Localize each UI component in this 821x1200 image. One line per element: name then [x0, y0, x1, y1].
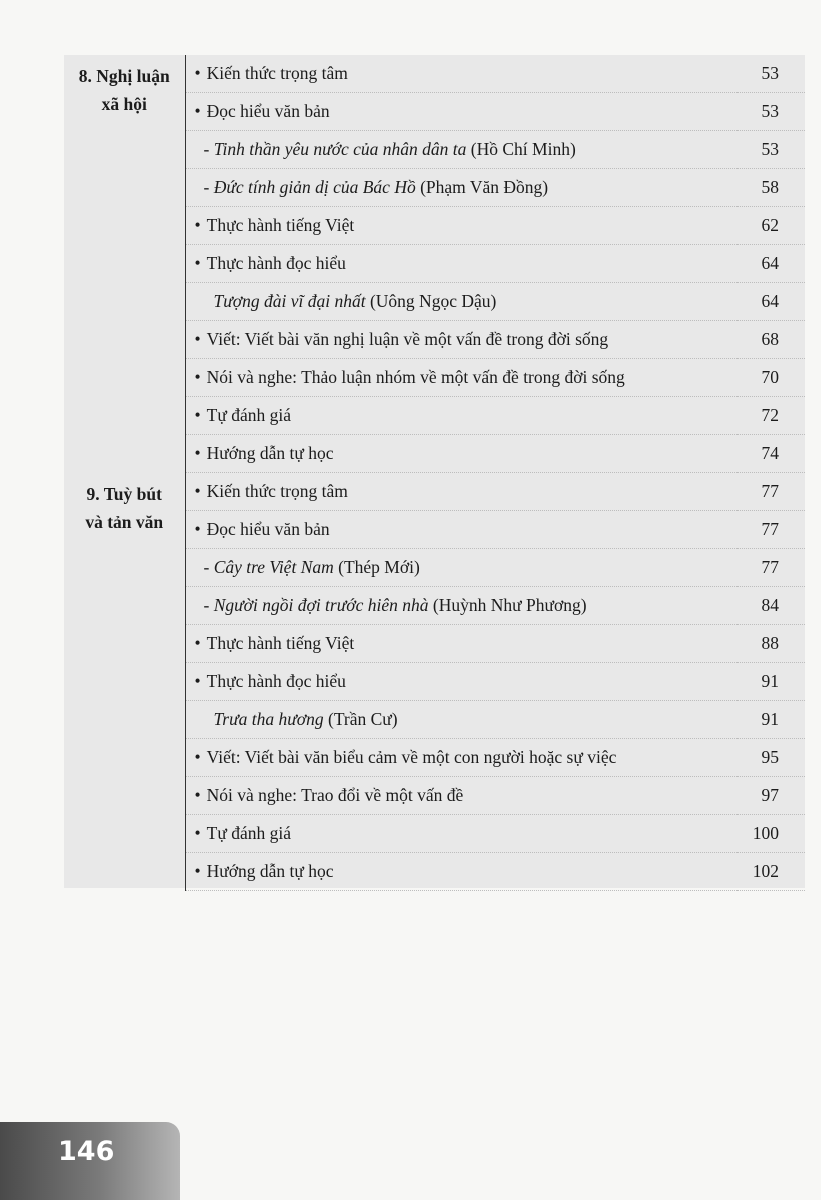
toc-entry-text: Hướng dẫn tự học — [206, 443, 334, 463]
toc-page-number: 64 — [737, 245, 805, 283]
toc-entry — [185, 511, 737, 549]
work-author: (Trần Cư) — [328, 709, 398, 729]
toc-entry-text: Tự đánh giá — [206, 823, 291, 843]
toc-entry — [185, 663, 737, 701]
unit-title-line2: và tản văn — [85, 511, 164, 532]
toc-entry — [185, 245, 737, 283]
toc-page-number: 58 — [737, 169, 805, 207]
toc-entry — [185, 625, 737, 663]
toc-entry-text: Nói và nghe: Trao đổi về một vấn đề — [206, 785, 464, 805]
toc-entry-text: Viết: Viết bài văn biểu cảm về một con người hoặc sự việc — [206, 747, 617, 767]
toc-entry — [185, 435, 737, 473]
toc-entry — [185, 701, 737, 739]
toc-table — [64, 55, 805, 891]
toc-entry — [185, 131, 737, 169]
toc-page-number: 97 — [737, 777, 805, 815]
toc-entry-text: Viết: Viết bài văn nghị luận về một vấn đề trong đời sống — [206, 329, 609, 349]
work-author: (Huỳnh Như Phương) — [432, 595, 587, 615]
toc-entry-text: Thực hành đọc hiểu — [206, 253, 346, 273]
work-title: Cây tre Việt Nam — [213, 557, 334, 577]
toc-entry — [185, 473, 737, 511]
toc-entry — [185, 853, 737, 891]
dash-glyph: - — [203, 139, 210, 159]
bullet-glyph: • — [194, 747, 201, 767]
bullet-glyph: • — [194, 405, 201, 425]
unit-title — [64, 473, 185, 891]
work-title: Tinh thần yêu nước của nhân dân ta — [213, 139, 467, 159]
toc-page-number: 53 — [737, 55, 805, 93]
toc-entry — [185, 815, 737, 853]
bullet-glyph: • — [194, 367, 201, 387]
bullet-glyph: • — [194, 823, 201, 843]
unit-title-line1: 8. Nghị luận — [78, 66, 170, 86]
bullet-glyph: • — [194, 215, 201, 235]
dash-glyph: - — [203, 595, 210, 615]
toc-entry-text: Nói và nghe: Thảo luận nhóm về một vấn đề trong đời sống — [206, 367, 625, 387]
toc-page-number: 53 — [737, 131, 805, 169]
toc-entry-text: Thực hành đọc hiểu — [206, 671, 346, 691]
toc-entry-text: Kiến thức trọng tâm — [206, 63, 348, 83]
toc-entry — [185, 359, 737, 397]
work-author: (Hồ Chí Minh) — [470, 139, 576, 159]
bullet-glyph: • — [194, 519, 201, 539]
toc-page-number: 64 — [737, 283, 805, 321]
toc-entry — [185, 549, 737, 587]
toc-page-number: 95 — [737, 739, 805, 777]
bullet-glyph: • — [194, 101, 201, 121]
toc-entry-text: Kiến thức trọng tâm — [206, 481, 348, 501]
dash-glyph: - — [203, 557, 210, 577]
unit-title-line2: xã hội — [101, 94, 147, 114]
toc-entry-text: Thực hành tiếng Việt — [206, 633, 355, 653]
toc-entry — [185, 739, 737, 777]
toc-entry — [185, 169, 737, 207]
toc-entry-text: Đọc hiểu văn bản — [206, 101, 330, 121]
bullet-glyph: • — [194, 481, 201, 501]
bullet-glyph: • — [194, 633, 201, 653]
toc-entry-text: Tự đánh giá — [206, 405, 291, 425]
bullet-glyph: • — [194, 861, 201, 881]
bullet-glyph: • — [194, 253, 201, 273]
toc-entry — [185, 777, 737, 815]
bullet-glyph: • — [194, 443, 201, 463]
toc-entry — [185, 321, 737, 359]
work-author: (Thép Mới) — [338, 557, 420, 577]
toc-page-number: 88 — [737, 625, 805, 663]
work-title: Trưa tha hương — [213, 709, 324, 729]
work-author: (Uông Ngọc Dậu) — [369, 291, 497, 311]
unit-title-line1: 9. Tuỳ bút — [86, 483, 162, 504]
toc-page-number: 74 — [737, 435, 805, 473]
toc-row — [64, 55, 805, 93]
toc-entry — [185, 93, 737, 131]
unit-title — [64, 55, 185, 473]
toc-entry — [185, 207, 737, 245]
toc-page-number: 68 — [737, 321, 805, 359]
toc-page-number: 72 — [737, 397, 805, 435]
toc-row — [64, 473, 805, 511]
toc-page-number: 53 — [737, 93, 805, 131]
toc-page-number: 70 — [737, 359, 805, 397]
toc-entry — [185, 587, 737, 625]
toc-page-number: 62 — [737, 207, 805, 245]
work-title: Đức tính giản dị của Bác Hồ — [213, 177, 416, 197]
page-number: 146 — [58, 1136, 115, 1167]
work-title: Tượng đài vĩ đại nhất — [213, 291, 366, 311]
work-author: (Phạm Văn Đồng) — [420, 177, 549, 197]
toc-page-number: 91 — [737, 663, 805, 701]
toc-entry — [185, 283, 737, 321]
work-title: Người ngồi đợi trước hiên nhà — [213, 595, 429, 615]
toc-page-number: 84 — [737, 587, 805, 625]
toc-page-number: 102 — [737, 853, 805, 891]
toc-page-number: 77 — [737, 511, 805, 549]
bullet-glyph: • — [194, 329, 201, 349]
toc-page-number: 77 — [737, 549, 805, 587]
toc-page-number: 100 — [737, 815, 805, 853]
toc-entry — [185, 397, 737, 435]
bullet-glyph: • — [194, 785, 201, 805]
page-number-tab — [0, 1122, 180, 1200]
bullet-glyph: • — [194, 671, 201, 691]
dash-glyph: - — [203, 177, 210, 197]
toc-entry-text: Hướng dẫn tự học — [206, 861, 334, 881]
toc-entry — [185, 55, 737, 93]
toc-page-number: 77 — [737, 473, 805, 511]
table-of-contents — [64, 55, 805, 888]
toc-entry-text: Đọc hiểu văn bản — [206, 519, 330, 539]
toc-entry-text: Thực hành tiếng Việt — [206, 215, 355, 235]
bullet-glyph: • — [194, 63, 201, 83]
toc-page-number: 91 — [737, 701, 805, 739]
